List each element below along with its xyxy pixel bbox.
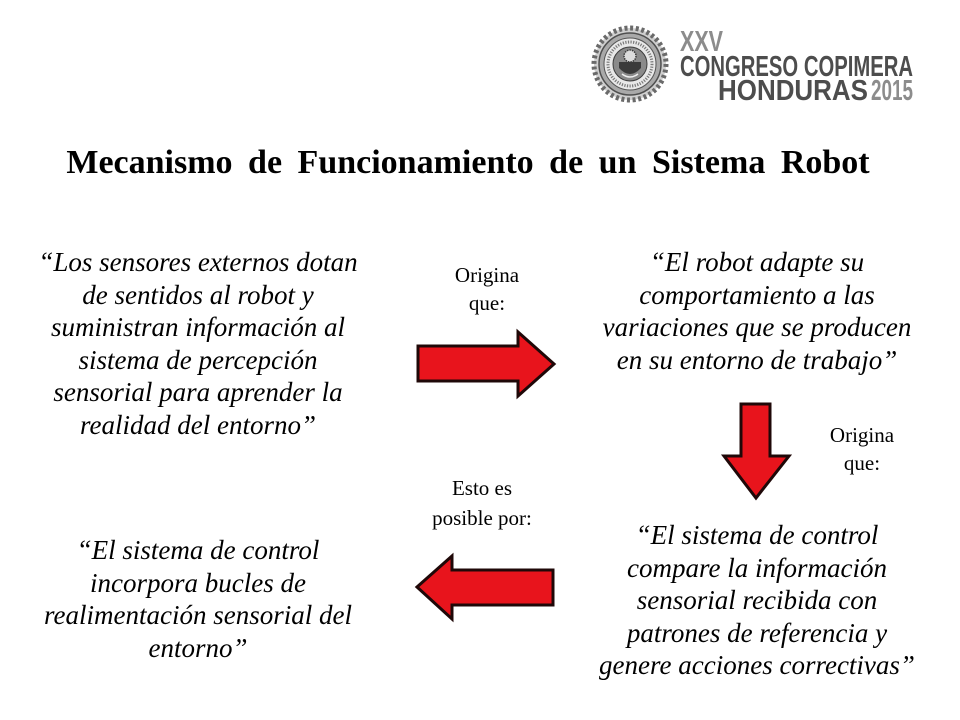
box-line: incorpora bucles de — [90, 567, 306, 598]
connector-label-1 — [437, 261, 537, 317]
box-control-compares — [577, 519, 937, 682]
connector-line: Origina — [829, 423, 895, 447]
box-line: “Los sensores externos dotan — [38, 247, 358, 277]
box-line: sensorial para aprender la — [53, 377, 343, 407]
slide-title: Mecanismo de Funcionamiento de un Sistema Robot — [66, 144, 870, 181]
box-robot-adapts — [577, 246, 937, 376]
connector-line: Origina — [454, 263, 520, 287]
box-line: compare la información — [627, 552, 887, 583]
box-feedback-loops — [20, 534, 376, 664]
box-line: de sentidos al robot y — [82, 279, 314, 310]
box-line: variaciones que se producen — [602, 312, 912, 342]
box-line: “El sistema de control — [76, 535, 320, 565]
connector-label-3 — [422, 473, 542, 533]
box-line: comportamiento a las — [639, 279, 875, 310]
congress-logo — [585, 18, 925, 110]
connector-line: Esto es — [451, 476, 513, 500]
arrow-left-icon — [417, 556, 553, 619]
connector-line: que: — [843, 451, 881, 475]
logo-year: 2015 — [871, 75, 913, 107]
box-line: realimentación sensorial del — [44, 600, 352, 630]
box-line: suministran información al — [50, 312, 346, 342]
arrow-right-icon — [418, 332, 554, 396]
box-line: “El robot adapte su — [649, 247, 865, 277]
box-line: realidad del entorno” — [80, 409, 316, 440]
box-line: en su entorno de trabajo” — [616, 344, 898, 375]
box-line: “El sistema de control — [635, 520, 879, 550]
box-line: sistema de percepción — [78, 344, 318, 375]
box-line: patrones de referencia y — [626, 617, 888, 648]
logo-edition: XXV — [680, 26, 724, 58]
logo-congress-name: CONGRESO COPIMERA — [680, 51, 914, 83]
arrow-down-icon — [724, 404, 789, 498]
box-sensors — [20, 246, 376, 441]
box-line: entorno” — [148, 632, 248, 663]
connector-line: posible por: — [432, 506, 532, 530]
box-line: genere acciones correctivas” — [599, 650, 915, 680]
box-line: sensorial recibida con — [636, 585, 878, 615]
copimera-seal-icon — [594, 28, 666, 100]
logo-country: HONDURAS — [718, 75, 868, 107]
connector-label-2 — [802, 421, 922, 477]
connector-line: que: — [468, 291, 506, 315]
